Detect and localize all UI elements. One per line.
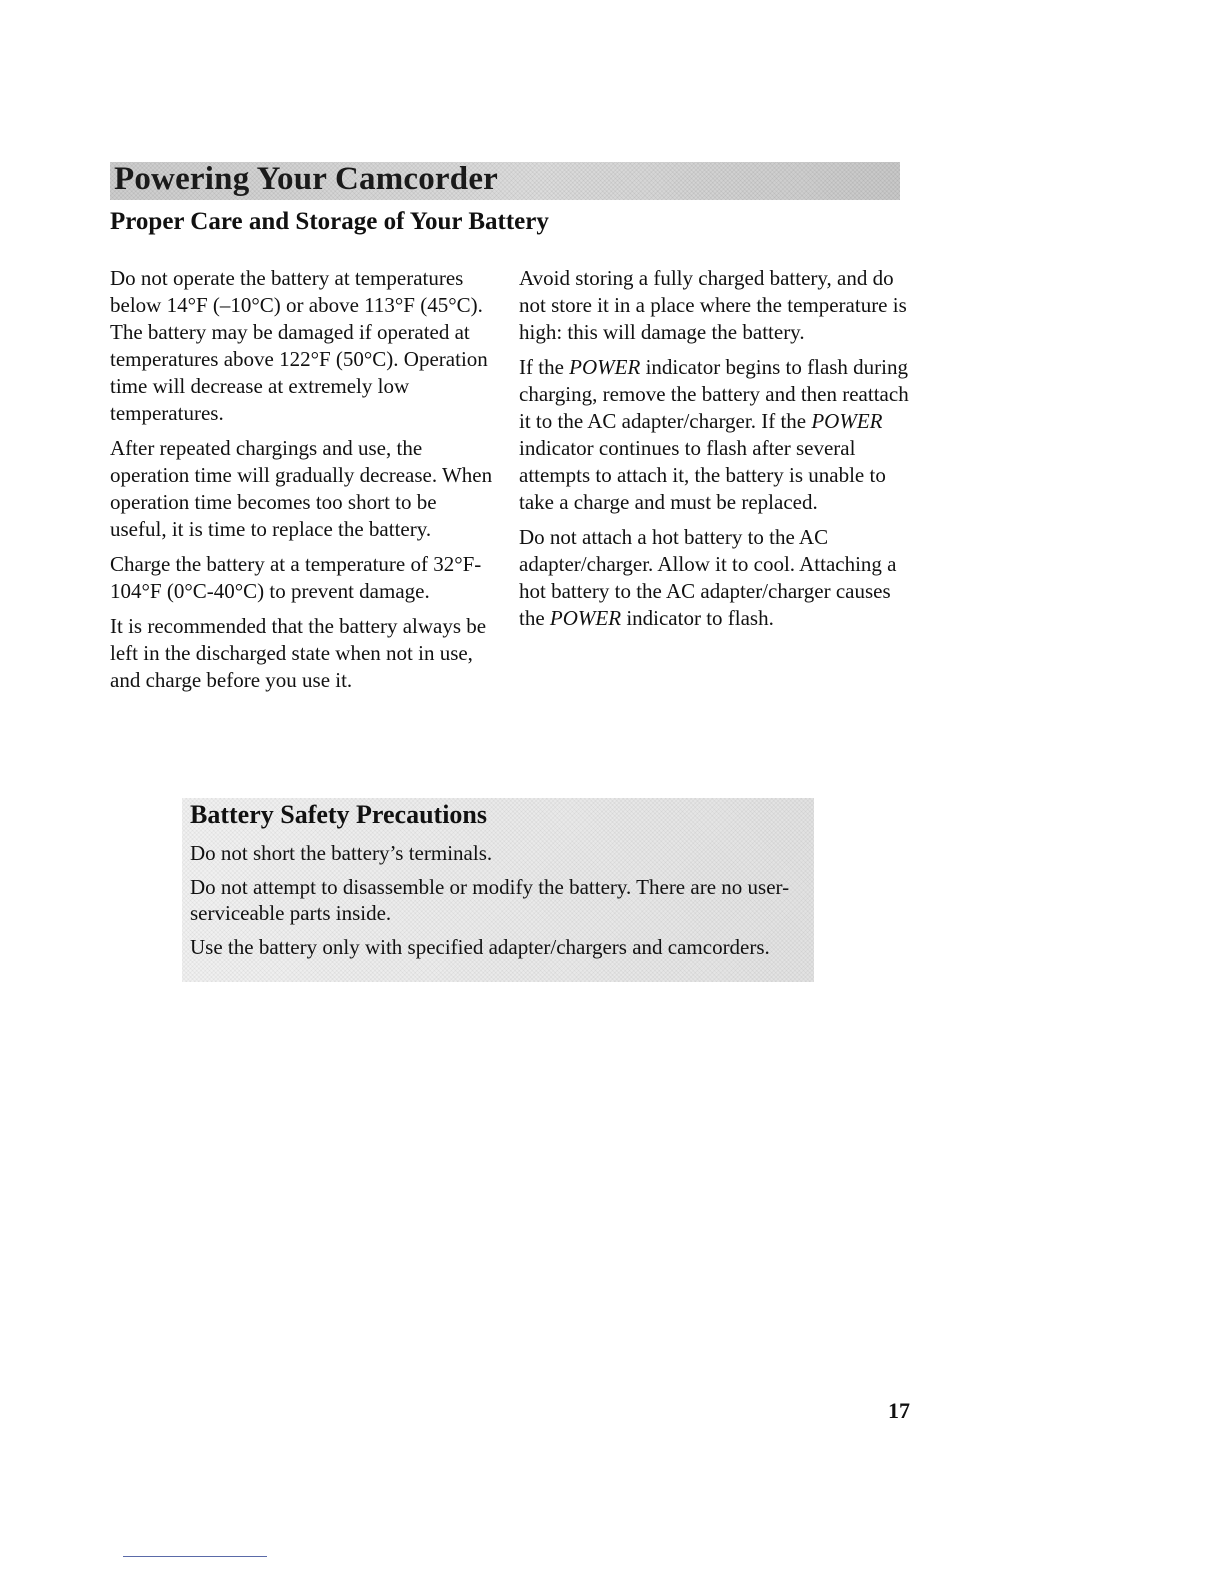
safety-list — [190, 840, 802, 968]
power-term: POWER — [569, 355, 641, 379]
section-title: Proper Care and Storage of Your Battery — [110, 208, 549, 235]
safety-item: Do not short the battery’s terminals. — [190, 841, 493, 865]
power-term: POWER — [549, 606, 622, 630]
text-fragment: indicator continues to flash after several attempts to attach it, the battery is unable to take a charge and must be replaced. — [519, 436, 886, 514]
right-column — [519, 265, 911, 640]
paragraph-power-flash — [519, 354, 911, 516]
paragraph-charge-temperature: Charge the battery at a temperature of 32°F-104°F (0°C-40°C) to prevent damage. — [110, 552, 482, 603]
paragraph-hot-battery — [519, 524, 911, 632]
safety-precautions-box — [182, 798, 814, 982]
header-banner — [110, 162, 900, 200]
power-term: POWER — [811, 409, 883, 433]
paragraph-storage: Avoid storing a fully charged battery, and do not store it in a place where the temperature is high: this will damage the battery. — [519, 266, 907, 344]
paragraph-repeated-charging: After repeated chargings and use, the operation time will gradually decrease. When operation time becomes too short to be useful, it is time to replace the battery. — [110, 436, 493, 541]
paragraph-discharged-state: It is recommended that the battery always be left in the discharged state when not in use, and charge before you use it. — [110, 614, 487, 692]
safety-item: Use the battery only with specified adapter/chargers and camcorders. — [190, 935, 770, 959]
page-number: 17 — [888, 1398, 910, 1423]
text-fragment: indicator begins to flash during charging, remove the battery and then reattach it to the AC adapter/charger. If the — [519, 355, 909, 433]
safety-title: Battery Safety Precautions — [190, 800, 488, 829]
left-column — [110, 265, 495, 702]
text-fragment: If the — [519, 355, 570, 379]
text-fragment: Do not attach a hot battery to the AC adapter/charger. Allow it to cool. Attaching a hot battery to the AC adapter/charger causes the — [519, 525, 897, 630]
paragraph-temperature: Do not operate the battery at temperatures below 14°F (–10°C) or above 113°F (45°C). The battery may be damaged if operated at temperatures above 122°F (50°C). Operation time will decrease at extremely low temperatures. — [110, 266, 488, 425]
safety-item: Do not attempt to disassemble or modify the battery. There are no user-serviceable parts inside. — [190, 875, 790, 925]
footer-rule — [123, 1556, 267, 1557]
text-fragment: indicator to flash. — [621, 606, 774, 630]
header-title: Powering Your Camcorder — [114, 161, 499, 197]
